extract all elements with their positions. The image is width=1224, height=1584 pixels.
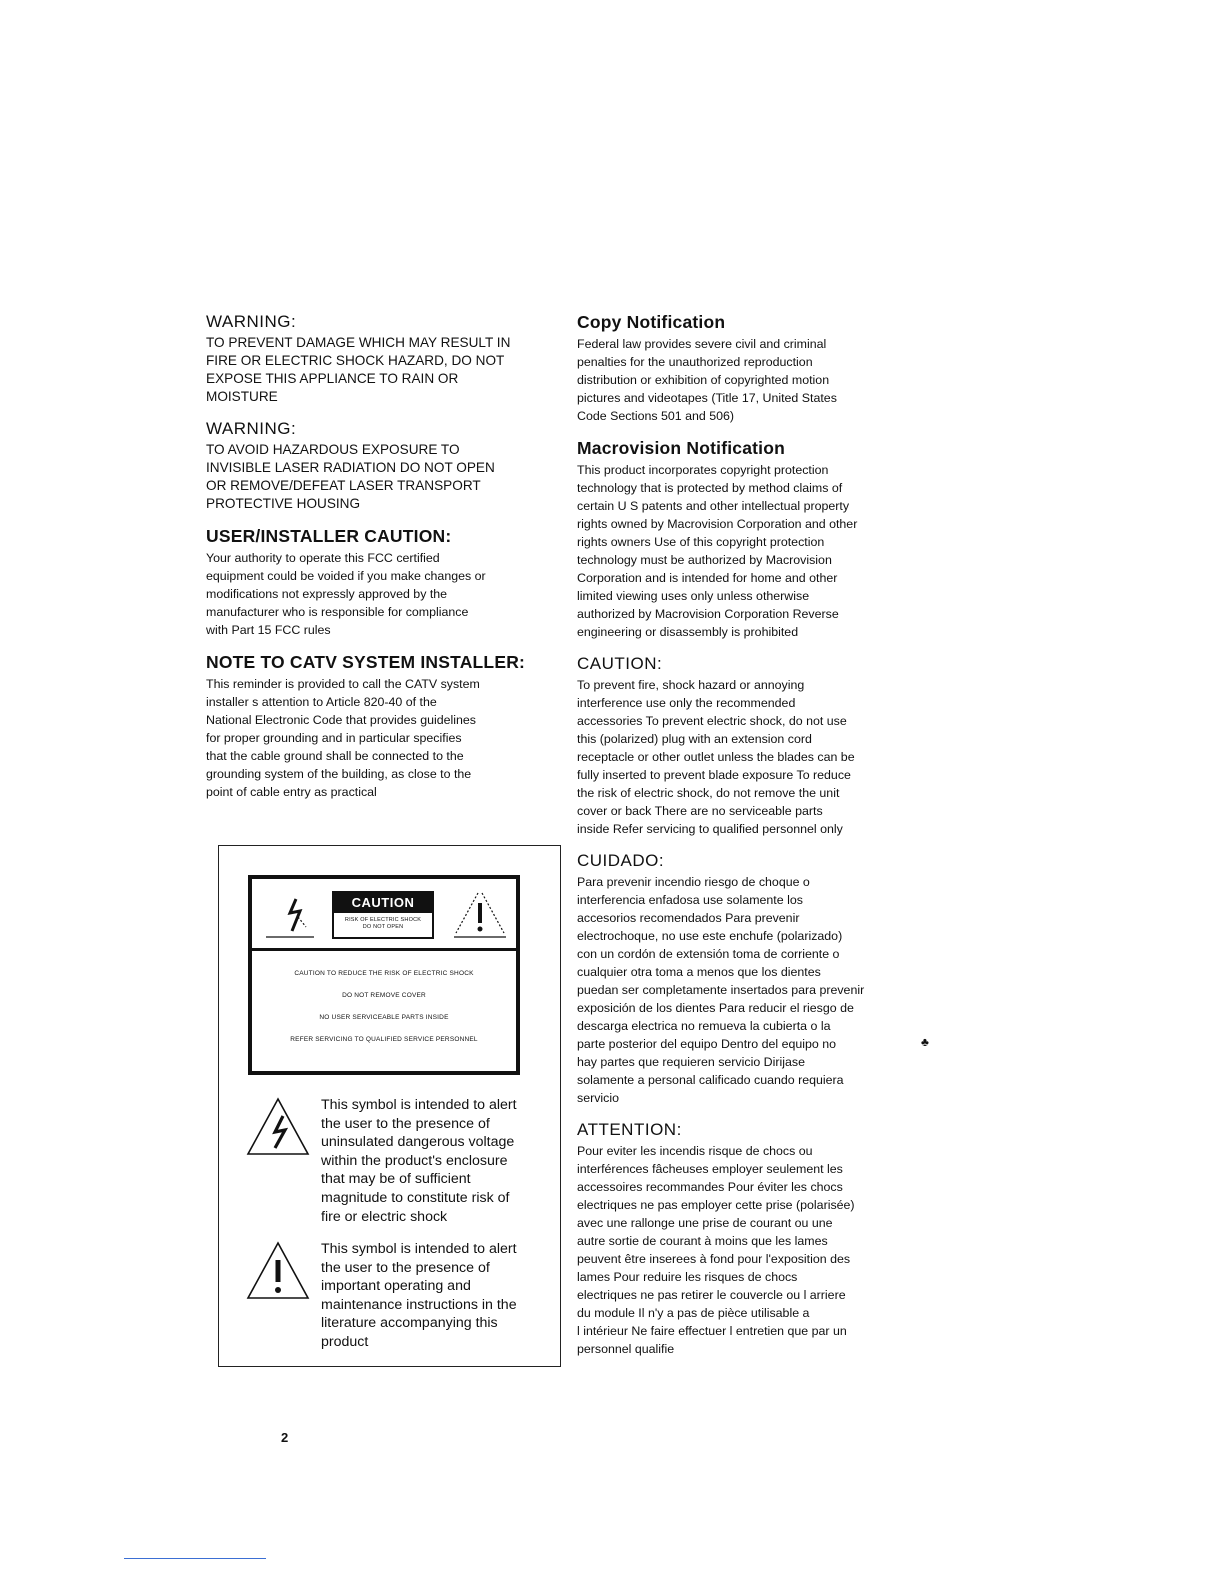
text-line: EXPOSE THIS APPLIANCE TO RAIN OR [206, 371, 459, 386]
text-line: PROTECTIVE HOUSING [206, 496, 361, 511]
warning-section-2 [206, 419, 556, 513]
text-line: Federal law provides severe civil and criminal [577, 337, 827, 351]
text-line: parte posterior del equipo Dentro del equipo no [577, 1037, 837, 1051]
macrovision-notification-text [577, 461, 937, 641]
text-line: FIRE OR ELECTRIC SHOCK HAZARD, DO NOT [206, 353, 505, 368]
warning-heading-2: WARNING: [206, 419, 297, 438]
text-line: cualquier otra toma a menos que los dientes [577, 965, 821, 979]
text-line: peuvent être inserees à fond pour l'exposition des [577, 1252, 851, 1266]
warning-section-1 [206, 312, 556, 406]
text-line: the user to the presence of [321, 1115, 490, 1132]
text-line: rights owners Use of this copyright protection [577, 535, 825, 549]
text-line: electrochoque, no use este enchufe (polarizado) [577, 929, 843, 943]
lightning-warning-icon [245, 1096, 311, 1158]
text-line: authorized by Macrovision Corporation Reverse [577, 607, 839, 621]
caution-badge-subtitle [334, 917, 432, 931]
text-line: limited viewing uses only unless otherwise [577, 589, 810, 603]
text-line: Code Sections 501 and 506) [577, 409, 735, 423]
text-line: interferencia enfadosa use solamente los [577, 893, 803, 907]
text-line: l intérieur Ne faire effectuer l entretien que par un [577, 1324, 847, 1338]
text-line: Your authority to operate this FCC certified [206, 551, 440, 565]
text-line: maintenance instructions in the [321, 1296, 517, 1313]
text-line: Corporation and is intended for home and other [577, 571, 838, 585]
text-line: accessoires recommandes Pour éviter les chocs [577, 1180, 843, 1194]
caution-heading: CAUTION: [577, 654, 663, 673]
text-line: engineering or disassembly is prohibited [577, 625, 799, 639]
cuidado-section [577, 851, 937, 1107]
text-line: with Part 15 FCC rules [206, 623, 331, 637]
text-line: MOISTURE [206, 389, 278, 404]
text-line: equipment could be voided if you make changes or [206, 569, 486, 583]
text-line: REFER SERVICING TO QUALIFIED SERVICE PERSONNEL [290, 1036, 478, 1043]
text-line: CAUTION TO REDUCE THE RISK OF ELECTRIC SHOCK [294, 970, 474, 977]
text-line: cover or back There are no serviceable parts [577, 804, 823, 818]
caution-badge-title: CAUTION [334, 893, 432, 913]
text-line: TO PREVENT DAMAGE WHICH MAY RESULT IN [206, 335, 511, 350]
user-installer-caution-section [206, 526, 556, 639]
attention-text [577, 1142, 937, 1358]
lightning-symbol-text [321, 1096, 545, 1226]
text-line: puedan ser completamente insertados para prevenir [577, 983, 865, 997]
text-line: within the product's enclosure [321, 1152, 508, 1169]
text-line: certain U S patents and other intellectual property [577, 499, 850, 513]
text-line: technology that is protected by method claims of [577, 481, 843, 495]
text-line: distribution or exhibition of copyrighted motion [577, 373, 830, 387]
text-line: NO USER SERVICEABLE PARTS INSIDE [319, 1014, 449, 1021]
text-line: avec une rallonge une prise de courant ou une [577, 1216, 833, 1230]
stray-mark: ♣ [921, 1035, 929, 1049]
text-line: penalties for the unauthorized reproduction [577, 355, 813, 369]
caution-label-box [218, 845, 561, 1367]
text-line: for proper grounding and in particular specifies [206, 731, 462, 745]
warning-text-2 [206, 441, 556, 513]
warning-heading-1: WARNING: [206, 312, 297, 331]
text-line: interference use only the recommended [577, 696, 796, 710]
text-line: This product incorporates copyright protection [577, 463, 829, 477]
text-line: lames Pour reduire les risques de chocs [577, 1270, 798, 1284]
warning-text-1 [206, 334, 556, 406]
caution-section [577, 654, 937, 838]
attention-heading: ATTENTION: [577, 1120, 682, 1139]
text-line: this (polarized) plug with an extension cord [577, 732, 812, 746]
text-line: servicio [577, 1091, 619, 1105]
text-line: du module Il n'y a pas de pièce utilisable a [577, 1306, 810, 1320]
user-installer-caution-text [206, 549, 556, 639]
caution-label-header [252, 879, 516, 951]
text-line: autre sortie de courant à moins que les lames [577, 1234, 828, 1248]
copy-notification-heading: Copy Notification [577, 312, 726, 332]
page-number: 2 [281, 1430, 289, 1445]
cuidado-text [577, 873, 937, 1107]
macrovision-notification-heading: Macrovision Notification [577, 438, 786, 458]
copy-notification-section [577, 312, 937, 425]
exclamation-warning-icon [245, 1240, 311, 1302]
text-line: product [321, 1333, 369, 1350]
text-line: point of cable entry as practical [206, 785, 377, 799]
macrovision-notification-section [577, 438, 937, 641]
text-line: personnel qualifie [577, 1342, 675, 1356]
text-line: the user to the presence of [321, 1259, 490, 1276]
text-line: DO NOT REMOVE COVER [342, 992, 426, 999]
text-line: accessories To prevent electric shock, do not use [577, 714, 847, 728]
text-line: This symbol is intended to alert [321, 1097, 517, 1113]
text-line: OR REMOVE/DEFEAT LASER TRANSPORT [206, 478, 481, 493]
text-line: rights owned by Macrovision Corporation and other [577, 517, 858, 531]
text-line: INVISIBLE LASER RADIATION DO NOT OPEN [206, 460, 495, 475]
attention-section [577, 1120, 937, 1358]
catv-note-heading: NOTE TO CATV SYSTEM INSTALLER: [206, 652, 526, 672]
text-line: electriques ne pas retirer le couvercle ou l arriere [577, 1288, 846, 1302]
text-line: To prevent fire, shock hazard or annoying [577, 678, 805, 692]
text-line: National Electronic Code that provides guidelines [206, 713, 476, 727]
text-line: fully inserted to prevent blade exposure To reduce [577, 768, 851, 782]
text-line: magnitude to constitute risk of [321, 1189, 510, 1206]
text-line: fire or electric shock [321, 1208, 448, 1225]
copy-notification-text [577, 335, 937, 425]
left-column [206, 312, 556, 814]
text-line: DO NOT OPEN [362, 924, 404, 930]
text-line: hay partes que requieren servicio Dirijase [577, 1055, 805, 1069]
text-line: This reminder is provided to call the CATV system [206, 677, 480, 691]
text-line: TO AVOID HAZARDOUS EXPOSURE TO [206, 442, 460, 457]
text-line: exposición de los dientes Para reducir el riesgo de [577, 1001, 854, 1015]
text-line: technology must be authorized by Macrovision [577, 553, 832, 567]
text-line: the risk of electric shock, do not remove the unit [577, 786, 840, 800]
caution-text [577, 676, 937, 838]
text-line: pictures and videotapes (Title 17, United States [577, 391, 837, 405]
text-line: interférences fâcheuses employer seulement les [577, 1162, 843, 1176]
text-line: inside Refer servicing to qualified personnel only [577, 822, 843, 836]
text-line: This symbol is intended to alert [321, 1241, 517, 1257]
text-line: solamente a personal calificado cuando requiera [577, 1073, 844, 1087]
footer-rule [124, 1558, 266, 1559]
caution-label-text [252, 963, 516, 1051]
text-line: modifications not expressly approved by the [206, 587, 448, 601]
exclamation-symbol-text [321, 1240, 545, 1352]
text-line: RISK OF ELECTRIC SHOCK [344, 917, 422, 923]
text-line: electriques ne pas employer cette prise (polarisée) [577, 1198, 855, 1212]
text-line: Pour eviter les incendis risque de chocs ou [577, 1144, 813, 1158]
user-installer-caution-heading: USER/INSTALLER CAUTION: [206, 526, 452, 546]
caution-badge [332, 891, 434, 939]
text-line: con un cordón de extensión toma de corriente o [577, 947, 840, 961]
cuidado-heading: CUIDADO: [577, 851, 665, 870]
text-line: literature accompanying this [321, 1315, 498, 1332]
text-line: descarga electrica no remueva la cubierta o la [577, 1019, 831, 1033]
right-column [577, 312, 937, 1371]
text-line: installer s attention to Article 820-40 of the [206, 695, 437, 709]
text-line: that may be of sufficient [321, 1171, 471, 1188]
lightning-triangle-icon [260, 891, 320, 943]
text-line: accesorios recomendados Para prevenir [577, 911, 800, 925]
catv-note-section [206, 652, 556, 801]
caution-label-graphic [248, 875, 520, 1075]
text-line: receptacle or other outlet unless the blades can be [577, 750, 855, 764]
catv-note-text [206, 675, 556, 801]
text-line: grounding system of the building, as close to the [206, 767, 472, 781]
exclamation-triangle-icon [448, 889, 512, 943]
text-line: important operating and [321, 1278, 471, 1295]
text-line: Para prevenir incendio riesgo de choque o [577, 875, 810, 889]
text-line: manufacturer who is responsible for compliance [206, 605, 469, 619]
text-line: uninsulated dangerous voltage [321, 1134, 515, 1151]
text-line: that the cable ground shall be connected to the [206, 749, 464, 763]
